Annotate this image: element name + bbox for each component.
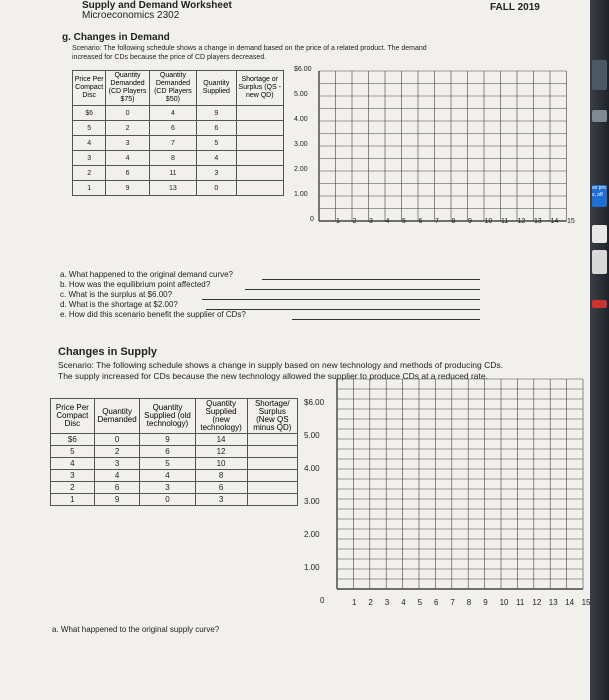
table-cell: 2 bbox=[51, 482, 95, 494]
table-cell: 9 bbox=[94, 494, 140, 506]
table-cell bbox=[236, 121, 283, 136]
table-row bbox=[51, 482, 298, 494]
table-cell: 5 bbox=[140, 458, 195, 470]
table-cell bbox=[247, 494, 297, 506]
axis-label: 1.00 bbox=[294, 191, 308, 198]
qr-chip bbox=[592, 250, 607, 274]
table-cell: 6 bbox=[106, 166, 149, 181]
col-header: Quantity Supplied (new technology) bbox=[195, 399, 247, 434]
section-demand-scenario bbox=[72, 44, 427, 62]
demand-schedule-table bbox=[72, 70, 284, 196]
axis-label: 14 bbox=[550, 218, 559, 225]
axis-label: 9 bbox=[468, 218, 472, 225]
table-row bbox=[73, 151, 284, 166]
col-header: Quantity Demanded (CD Players $50) bbox=[149, 71, 196, 106]
table-cell bbox=[236, 136, 283, 151]
ad-chip bbox=[592, 185, 607, 207]
table-cell: 9 bbox=[140, 434, 195, 446]
axis-label: 8 bbox=[451, 218, 456, 225]
table-cell: 3 bbox=[94, 458, 140, 470]
axis-label: 11 bbox=[516, 598, 525, 607]
table-cell: 2 bbox=[106, 121, 149, 136]
table-cell bbox=[247, 446, 297, 458]
axis-label: 8 bbox=[466, 598, 472, 607]
table-row bbox=[51, 446, 298, 458]
qr-chip bbox=[592, 225, 607, 243]
window-chip bbox=[592, 60, 607, 90]
table-row bbox=[51, 434, 298, 446]
background-window-edge bbox=[590, 0, 609, 700]
table-cell: 4 bbox=[94, 470, 140, 482]
table-cell: 14 bbox=[195, 434, 247, 446]
axis-label: 10 bbox=[484, 218, 493, 225]
table-cell bbox=[236, 151, 283, 166]
table-cell: 6 bbox=[195, 482, 247, 494]
course-name: Microeconomics 2302 bbox=[82, 10, 180, 21]
col-header: Quantity Demanded bbox=[94, 399, 140, 434]
axis-label: 3 bbox=[384, 598, 390, 607]
table-cell bbox=[236, 106, 283, 121]
axis-label: 12 bbox=[532, 598, 542, 607]
table-cell: 2 bbox=[94, 446, 140, 458]
worksheet-title: Supply and Demand Worksheet bbox=[82, 0, 232, 11]
scenario-line: The supply increased for CDs because the new technology allowed the supplier to produce CDs at a reduced rate. bbox=[58, 371, 488, 381]
col-header: Price Per Compact Disc bbox=[73, 71, 106, 106]
scenario-line: Scenario: The following schedule shows a change in supply based on new technology and methods of producing CDs. bbox=[58, 360, 503, 370]
edge-text: s, off bbox=[592, 192, 603, 198]
question-text: d. What is the shortage at $2.00? bbox=[60, 300, 178, 309]
table-cell: 11 bbox=[149, 166, 196, 181]
axis-label: 13 bbox=[548, 598, 558, 607]
table-cell: 13 bbox=[149, 181, 196, 196]
question-text: a. What happened to the original supply curve? bbox=[52, 625, 220, 634]
axis-label: 1.00 bbox=[304, 563, 320, 572]
axis-label: 5.00 bbox=[294, 91, 308, 98]
table-row bbox=[73, 121, 284, 136]
table-cell: 4 bbox=[197, 151, 236, 166]
axis-label: 4.00 bbox=[294, 116, 308, 123]
table-cell: 0 bbox=[197, 181, 236, 196]
question-text: e. How did this scenario benefit the supplier of CDs? bbox=[60, 310, 246, 319]
axis-label: 6 bbox=[434, 598, 439, 607]
table-cell: 10 bbox=[195, 458, 247, 470]
axis-label: 6 bbox=[418, 218, 423, 225]
answer-line[interactable] bbox=[245, 289, 480, 290]
col-header: Shortage/ Surplus (New QS minus QD) bbox=[247, 399, 297, 434]
table-cell bbox=[236, 181, 283, 196]
axis-label: 5.00 bbox=[304, 431, 320, 440]
table-row bbox=[73, 181, 284, 196]
section-demand-title: g. Changes in Demand bbox=[62, 32, 170, 43]
table-cell: 7 bbox=[149, 136, 196, 151]
window-chip bbox=[592, 110, 607, 122]
axis-label: 11 bbox=[501, 218, 509, 225]
axis-label: 4 bbox=[385, 218, 390, 225]
table-cell: 3 bbox=[140, 482, 195, 494]
window-chip bbox=[592, 300, 607, 308]
table-cell bbox=[247, 434, 297, 446]
table-cell: 6 bbox=[140, 446, 195, 458]
axis-label: 1 bbox=[336, 218, 340, 225]
table-row bbox=[51, 470, 298, 482]
table-cell bbox=[247, 458, 297, 470]
table-cell: 3 bbox=[106, 136, 149, 151]
table-cell bbox=[247, 482, 297, 494]
supply-graph-grid bbox=[336, 378, 586, 590]
axis-label: 2.00 bbox=[304, 530, 320, 539]
axis-label: 4.00 bbox=[304, 464, 320, 473]
table-cell: 6 bbox=[197, 121, 236, 136]
axis-label: 3.00 bbox=[294, 141, 308, 148]
table-cell: 9 bbox=[197, 106, 236, 121]
table-cell: 3 bbox=[195, 494, 247, 506]
axis-label: 14 bbox=[565, 598, 575, 607]
question-text: a. What happened to the original demand curve? bbox=[60, 270, 234, 279]
question-text: b. How was the equilibrium point affected? bbox=[60, 280, 211, 289]
table-cell: 1 bbox=[73, 181, 106, 196]
table-row bbox=[73, 106, 284, 121]
table-cell: 0 bbox=[94, 434, 140, 446]
table-cell: 8 bbox=[195, 470, 247, 482]
table-row bbox=[51, 458, 298, 470]
term-label: FALL 2019 bbox=[490, 2, 540, 13]
table-cell: 4 bbox=[51, 458, 95, 470]
section-supply-title: Changes in Supply bbox=[58, 346, 158, 358]
axis-label: 1 bbox=[352, 598, 357, 607]
axis-label: 5 bbox=[402, 218, 406, 225]
axis-label: 7 bbox=[435, 218, 439, 225]
axis-label: 5 bbox=[417, 598, 423, 607]
axis-label: 0 bbox=[310, 216, 314, 223]
axis-label: $6.00 bbox=[304, 398, 325, 407]
axis-label: $6.00 bbox=[294, 66, 312, 73]
scenario-line: Scenario: The following schedule shows a change in demand based on the price of a related product. The demand bbox=[72, 45, 427, 52]
table-cell: 5 bbox=[51, 446, 95, 458]
axis-label: 7 bbox=[450, 598, 455, 607]
answer-line[interactable] bbox=[206, 309, 480, 310]
table-cell bbox=[247, 470, 297, 482]
axis-label: 13 bbox=[534, 218, 542, 225]
axis-label: 2 bbox=[368, 598, 373, 607]
axis-label: 0 bbox=[320, 596, 325, 605]
table-row bbox=[73, 136, 284, 151]
axis-label: 4 bbox=[401, 598, 406, 607]
table-cell: 0 bbox=[106, 106, 149, 121]
col-header: Quantity Supplied bbox=[197, 71, 236, 106]
table-cell: 6 bbox=[94, 482, 140, 494]
axis-label: 9 bbox=[483, 598, 488, 607]
scenario-line: increased for CDs because the price of CD players decreased. bbox=[72, 54, 267, 61]
edge-text: se pro bbox=[592, 185, 606, 191]
axis-label: 2.00 bbox=[294, 166, 308, 173]
table-cell: 6 bbox=[149, 121, 196, 136]
axis-label: 15 bbox=[567, 218, 575, 225]
table-cell: $6 bbox=[73, 106, 106, 121]
table-cell: 5 bbox=[197, 136, 236, 151]
table-cell: 3 bbox=[197, 166, 236, 181]
axis-label: 10 bbox=[499, 598, 509, 607]
table-cell: 12 bbox=[195, 446, 247, 458]
table-cell: 1 bbox=[51, 494, 95, 506]
table-cell: 2 bbox=[73, 166, 106, 181]
table-cell: 0 bbox=[140, 494, 195, 506]
col-header: Quantity Demanded (CD Players $75) bbox=[106, 71, 149, 106]
col-header: Shortage or Surplus (QS - new QD) bbox=[236, 71, 283, 106]
table-cell: 4 bbox=[149, 106, 196, 121]
axis-label: 12 bbox=[517, 218, 526, 225]
col-header: Quantity Supplied (old technology) bbox=[140, 399, 195, 434]
table-cell: 3 bbox=[73, 151, 106, 166]
answer-line[interactable] bbox=[262, 279, 480, 280]
table-cell: 9 bbox=[106, 181, 149, 196]
axis-label: 3 bbox=[369, 218, 373, 225]
axis-label: 15 bbox=[581, 598, 590, 607]
table-cell: 4 bbox=[140, 470, 195, 482]
table-cell: 4 bbox=[106, 151, 149, 166]
answer-line[interactable] bbox=[202, 299, 480, 300]
table-cell bbox=[236, 166, 283, 181]
table-cell: 8 bbox=[149, 151, 196, 166]
table-cell: 4 bbox=[73, 136, 106, 151]
table-row bbox=[73, 166, 284, 181]
table-cell: 5 bbox=[73, 121, 106, 136]
col-header: Price Per Compact Disc bbox=[51, 399, 95, 434]
table-cell: 3 bbox=[51, 470, 95, 482]
supply-schedule-table bbox=[50, 398, 298, 506]
answer-line[interactable] bbox=[292, 319, 480, 320]
axis-label: 2 bbox=[352, 218, 357, 225]
axis-label: 3.00 bbox=[304, 497, 320, 506]
table-cell: $6 bbox=[51, 434, 95, 446]
demand-graph-grid bbox=[318, 70, 570, 222]
table-row bbox=[51, 494, 298, 506]
question-text: c. What is the surplus at $6.00? bbox=[60, 290, 173, 299]
